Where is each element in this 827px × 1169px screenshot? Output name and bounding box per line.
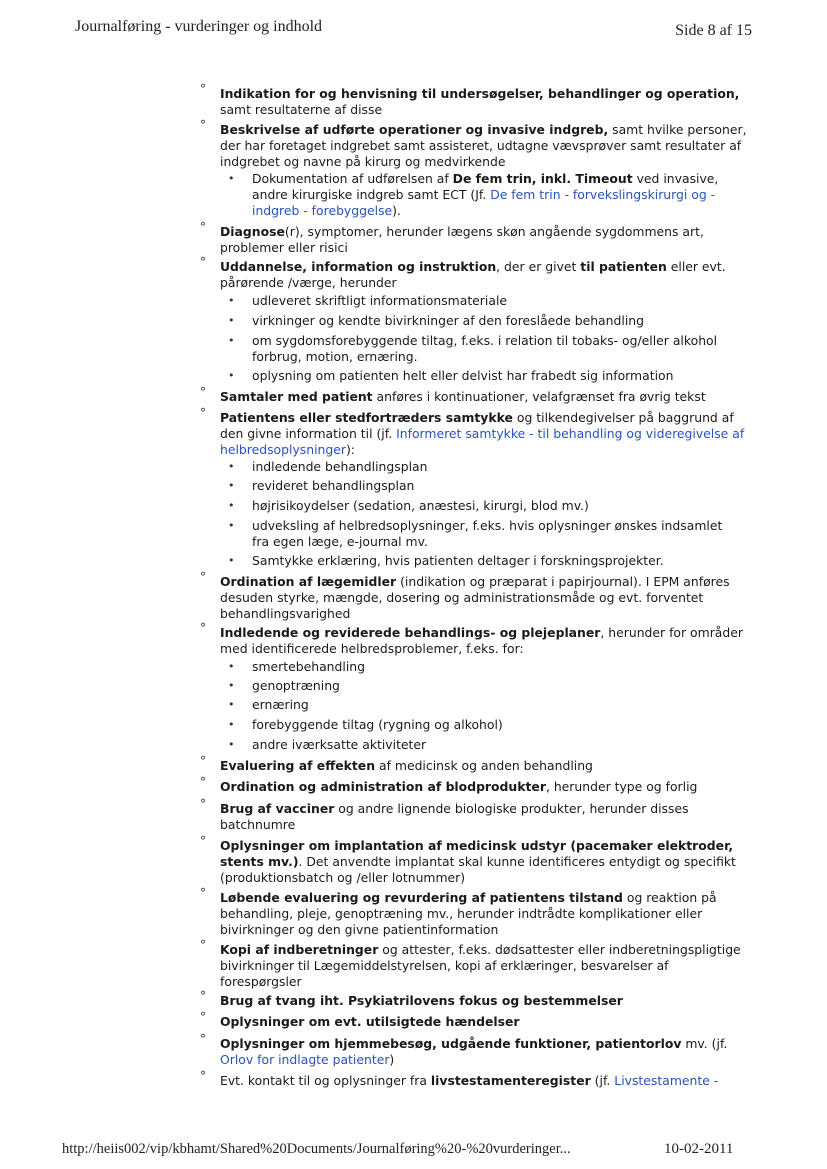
circle-bullet-icon: °: [200, 118, 206, 132]
list-item: ° Oplysninger om implantation af medicinsk udstyr (pacemaker elektroder, stents mv.). Det anvendte implantat skal kunne identificeres entydigt og specifikt (produktionsbatch og /eller lotnummer): [200, 834, 736, 885]
circle-bullet-icon: °: [200, 754, 206, 768]
circle-bullet-icon: °: [200, 220, 206, 234]
list-item: ° Patientens eller stedfortræders samtykke og tilkendegivelser på baggrund af den givne information til (jf. Informeret samtykke - til behandling og videregivelse af helbredsoplysninger):: [200, 406, 745, 457]
bullet-icon: •: [228, 479, 235, 492]
circle-bullet-icon: °: [200, 938, 206, 952]
bullet-icon: •: [228, 660, 235, 673]
circle-bullet-icon: °: [200, 1010, 206, 1024]
list-item: ° Oplysninger om evt. utilsigtede hændelser: [200, 1010, 520, 1029]
list-item: ° Ordination og administration af blodprodukter, herunder type og forlig: [200, 775, 698, 794]
list-item: ° Evt. kontakt til og oplysninger fra livstestamenteregister (jf. Livstestamente -: [200, 1069, 719, 1088]
list-item: ° Diagnose(r), symptomer, herunder lægens skøn angående sygdommens art, problemer eller risici: [200, 220, 704, 255]
bullet-icon: •: [228, 679, 235, 692]
sub-list-item: • Dokumentation af udførelsen af De fem trin, inkl. Timeout ved invasive, andre kirurgiske indgreb samt ECT (Jf. De fem trin - forvekslingskirurgi og -indgreb - forebyggelse).: [228, 171, 719, 218]
circle-bullet-icon: °: [200, 255, 206, 269]
circle-bullet-icon: °: [200, 570, 206, 584]
bullet-icon: •: [228, 519, 235, 532]
footer-date: 10-02-2011: [664, 1141, 734, 1157]
sub-list-item: • om sygdomsforebyggende tiltag, f.eks. i relation til tobaks- og/eller alkohol forbrug, motion, ernæring.: [228, 333, 718, 364]
link-orlov[interactable]: Orlov for indlagte patienter: [220, 1052, 390, 1067]
list-item: ° Oplysninger om hjemmebesøg, udgående funktioner, patientorlov mv. (jf. Orlov for indlagte patienter): [200, 1032, 728, 1067]
list-item: ° Brug af tvang iht. Psykiatrilovens fokus og bestemmelser: [200, 989, 623, 1008]
circle-bullet-icon: °: [200, 385, 206, 399]
bullet-icon: •: [228, 172, 235, 185]
bullet-icon: •: [228, 698, 235, 711]
bullet-icon: •: [228, 554, 235, 567]
sub-list-item: • revideret behandlingsplan: [228, 478, 415, 493]
list-item: ° Løbende evaluering og revurdering af patientens tilstand og reaktion på behandling, pleje, genoptræning mv., herunder indtrådte komplikationer eller bivirkninger og den givne patientinformation: [200, 886, 717, 937]
list-item: ° Brug af vacciner og andre lignende biologiske produkter, herunder disses batchnumre: [200, 797, 689, 832]
list-item: ° Indledende og reviderede behandlings- og plejeplaner, herunder for områder med identificerede helbredsproblemer, f.eks. for:: [200, 621, 743, 656]
sub-list-item: • indledende behandlingsplan: [228, 459, 428, 474]
link-informeret-samtykke[interactable]: Informeret samtykke - til behandling og videregivelse af helbredsoplysninger: [220, 426, 745, 457]
page-number: Side 8 af 15: [675, 22, 752, 39]
circle-bullet-icon: °: [200, 406, 206, 420]
list-item: ° Ordination af lægemidler (indikation og præparat i papirjournal). I EPM anføres desuden styrke, mængde, dosering og administrationsmåde og evt. forventet behandlingsvarighed: [200, 570, 730, 621]
link-livstestamente[interactable]: Livstestamente -: [614, 1073, 719, 1088]
header-title: Journalføring - vurderinger og indhold: [75, 18, 323, 35]
sub-list-item: • forebyggende tiltag (rygning og alkohol): [228, 717, 503, 732]
list-item: ° Indikation for og henvisning til undersøgelser, behandlinger og operation, samt resultaterne af disse: [200, 82, 740, 117]
bullet-icon: •: [228, 499, 235, 512]
bullet-icon: •: [228, 369, 235, 382]
list-item: ° Samtaler med patient anføres i kontinuationer, velafgrænset fra øvrig tekst: [200, 385, 706, 404]
sub-list-item: • andre iværksatte aktiviteter: [228, 737, 427, 752]
circle-bullet-icon: °: [200, 775, 206, 789]
bullet-icon: •: [228, 314, 235, 327]
circle-bullet-icon: °: [200, 1069, 206, 1083]
sub-list-item: • oplysning om patienten helt eller delvist har frabedt sig information: [228, 368, 674, 383]
sub-list-item: • Samtykke erklæring, hvis patienten deltager i forskningsprojekter.: [228, 553, 664, 568]
circle-bullet-icon: °: [200, 834, 206, 848]
bullet-icon: •: [228, 334, 235, 347]
circle-bullet-icon: °: [200, 82, 206, 96]
circle-bullet-icon: °: [200, 886, 206, 900]
sub-list-item: • højrisikoydelser (sedation, anæstesi, kirurgi, blod mv.): [228, 498, 589, 513]
bullet-icon: •: [228, 294, 235, 307]
circle-bullet-icon: °: [200, 621, 206, 635]
sub-list-item: • smertebehandling: [228, 659, 365, 674]
list-item: ° Kopi af indberetninger og attester, f.eks. dødsattester eller indberetningspligtige bivirkninger til Lægemiddelstyrelsen, kopi af erklæringer, besvarelser af forespørgsler: [200, 938, 741, 989]
list-item: ° Evaluering af effekten af medicinsk og anden behandling: [200, 754, 593, 773]
sub-list-item: • udleveret skriftligt informationsmateriale: [228, 293, 508, 308]
circle-bullet-icon: °: [200, 797, 206, 811]
bullet-icon: •: [228, 460, 235, 473]
sub-list-item: • genoptræning: [228, 678, 340, 693]
list-item: ° Uddannelse, information og instruktion, der er givet til patienten eller evt. pårørende /værge, herunder: [200, 255, 726, 290]
sub-list-item: • udveksling af helbredsoplysninger, f.eks. hvis oplysninger ønskes indsamlet fra egen læge, e-journal mv.: [228, 518, 723, 549]
sub-list-item: • virkninger og kendte bivirkninger af den foreslåede behandling: [228, 313, 644, 328]
bullet-icon: •: [228, 738, 235, 751]
list-item: ° Beskrivelse af udførte operationer og invasive indgreb, samt hvilke personer, der har foretaget indgrebet samt assisteret, udtagne vævsprøver samt resultater af indgrebet og navne på kirurg og medvirkende: [200, 118, 747, 169]
link-de-fem-trin[interactable]: De fem trin - forvekslingskirurgi og -indgreb - forebyggelse: [252, 187, 716, 218]
sub-list-item: • ernæring: [228, 697, 309, 712]
footer-url: http://heiis002/vip/kbhamt/Shared%20Documents/Journalføring%20-%20vurderinger...: [62, 1141, 571, 1157]
bullet-icon: •: [228, 718, 235, 731]
circle-bullet-icon: °: [200, 1032, 206, 1046]
circle-bullet-icon: °: [200, 989, 206, 1003]
